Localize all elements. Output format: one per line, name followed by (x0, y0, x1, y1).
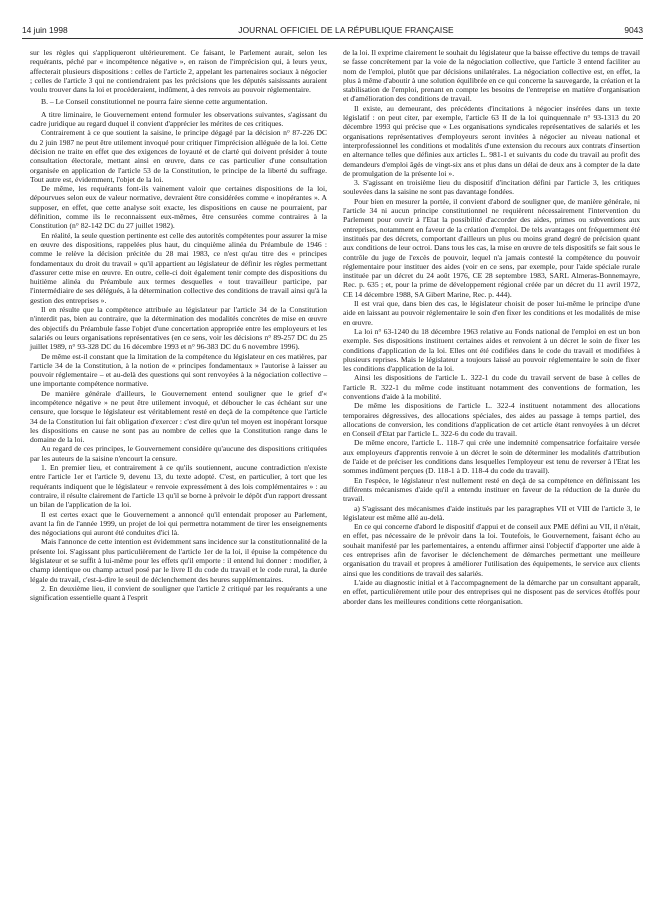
paragraph: Mais l'annonce de cette intention est évidemment sans incidence sur la constitutionnalité de la présente loi. S'agissant plus particulièrement de l'article 1er de la loi, il épuise la compétence du législateur et se suffit à lui-même pour les effets qu'il emporte : il entend lui donner : modifier, à champ identique ou champ actuel posé par le livre II du code du travail et le code rural, la durée légale du travail, c'est-à-dire le seuil de déclenchement des heures supplémentaires. (30, 537, 327, 584)
left-column (30, 48, 327, 603)
paragraph: de la loi. Il exprime clairement le souhait du législateur que la baisse effective du temps de travail se fasse concrètement par la voie de la négociation collective, que l'article 3 entend faciliter au nom de l'emploi, plutôt que par décisions unilatérales. La négociation collective est, en effet, la plus à même d'aboutir à une solution équilibrée en ce qui concerne la sauvegarde, la création et la stabilisation de l'emploi, prenant en compte les besoins de l'entreprise en matière d'organisation et d'amélioration des conditions de travail. (343, 48, 640, 104)
paragraph: Contrairement à ce que soutient la saisine, le principe dégagé par la décision n° 87-226 DC du 2 juin 1987 ne peut être utilement invoqué pour critiquer l'imprécision alléguée de la loi. Cette décision ne traite en effet que des exigences de loyauté et de clarté qui doivent présider à toute consultation électorale, mettant ainsi en œuvre, dans ce cas particulier d'une consultation organisée en application de l'article 53 de la Constitution, le principe de la liberté du suffrage. Tout autre est, évidemment, l'objet de la loi. (30, 128, 327, 184)
page-number: 9043 (624, 25, 643, 35)
paragraph: De même les dispositions de l'article L. 322-4 instituent notamment des allocations temporaires dégressives, des allocations spéciales, des aides au passage à temps partiel, des allocations de conversion, les conditions d'application de cet article étant renvoyées à un décret en Conseil d'Etat par l'article L. 322-6 du code du travail. (343, 401, 640, 439)
paragraph: Il en résulte que la compétence attribuée au législateur par l'article 34 de la Constitution n'interdit pas, bien au contraire, que la détermination des modalités concrètes de mise en œuvre des objectifs du Préambule fasse l'objet d'une concertation appropriée entre les employeurs et les salariés ou leurs organisations représentatives (en ce sens, voir les décisions n° 89-257 DC du 25 juillet 1989, n° 93-328 DC du 16 décembre 1993 et n° 96-383 DC du 6 novembre 1996). (30, 305, 327, 352)
paragraph: De même, les requérants font-ils vainement valoir que certaines dispositions de la loi, dépourvues selon eux de valeur normative, devraient être considérées comme « inopérantes ». A supposer, en effet, que cette analyse soit exacte, les dispositions en cause ne pourraient, par définition, comme ils le reconnaissent eux-mêmes, être censurées comme contraires à la Constitution (n° 82-142 DC du 27 juillet 1982). (30, 184, 327, 231)
page-header (22, 22, 643, 38)
paragraph: 1. En premier lieu, et contrairement à ce qu'ils soutiennent, aucune contradiction n'existe entre l'article 1er et l'article 9, devenu 13, du texte adopté. C'est, en particulier, à tort que les requérants indiquent que le législateur « renvoie expressément à des lois complémentaires » : au contraire, il résulte clairement de l'article 13 qu'il se borne à prévoir le dépôt d'un rapport dressant un bilan de l'application de la loi. (30, 463, 327, 510)
paragraph: De même encore, l'article L. 118-7 qui crée une indemnité compensatrice forfaitaire versée aux employeurs d'apprentis renvoie à un décret le soin de déterminer les modalités d'attribution de l'aide et de préciser les conditions dans lesquelles l'employeur est tenu de reverser à l'Etat les sommes indûment perçues (D. 118-1 à D. 118-4 du code du travail). (343, 438, 640, 476)
paragraph: Ainsi les dispositions de l'article L. 322-1 du code du travail servent de base à celles de l'article R. 322-1 du même code instituant notamment des conventions de formation, les conventions d'aide à la mobilité. (343, 373, 640, 401)
paragraph: Il est vrai que, dans bien des cas, le législateur choisit de poser lui-même le principe d'une aide en laissant au pouvoir réglementaire le soin d'en fixer les conditions et les modalités de mise en œuvre. (343, 299, 640, 327)
journal-title: JOURNAL OFFICIEL DE LA RÉPUBLIQUE FRANÇAISE (238, 25, 454, 35)
paragraph: 2. En deuxième lieu, il convient de souligner que l'article 2 critiqué par les requérants a une signification essentielle quant à l'esprit (30, 583, 327, 603)
paragraph: a) S'agissant des mécanismes d'aide institués par les paragraphes VII et VIII de l'article 3, le législateur est même allé au-delà. (343, 503, 640, 522)
paragraph: En ce qui concerne d'abord le dispositif d'appui et de conseil aux PME défini au VII, il n'était, en effet, pas nécessaire de le prévoir dans la loi. Toutefois, le Gouvernement, faisant écho au souhait manifesté par les parlementaires, a entendu affirmer ainsi l'objectif d'apporter une aide à ces entreprises afin de favoriser le déclenchement de démarches permettant une meilleure organisation du travail et propres à améliorer l'utilisation des équipements, le service aux clients ainsi que les conditions de travail des salariés. (343, 522, 640, 578)
paragraph: La loi n° 63-1240 du 18 décembre 1963 relative au Fonds national de l'emploi en est un bon exemple. Ses dispositions instituent certaines aides et renvoient à un décret le soin de fixer les conditions d'application de la loi. Elles ont été codifiées dans le code du travail et modifiées à plusieurs reprises. Mais le législateur a toujours laissé au pouvoir réglementaire le soin de fixer les conditions d'application de la loi. (343, 326, 640, 374)
right-column (343, 48, 640, 606)
paragraph: Au regard de ces principes, le Gouvernement considère qu'aucune des dispositions critiquées par les auteurs de la saisine n'encourt la censure. (30, 444, 327, 463)
paragraph: En réalité, la seule question pertinente est celle des autorités compétentes pour assurer la mise en œuvre des dispositions, rappelées plus haut, du cinquième alinéa du Préambule de 1946 : comme le relève la décision précitée du 28 mai 1983, ce n'est qu'au titre des « principes fondamentaux du droit du travail » qu'il appartient au législateur de définir les règles permettant d'assurer cette mise en œuvre. En outre, celle-ci doit également tenir compte des dispositions du huitième alinéa du Préambule aux termes desquelles « tout travailleur participe, par l'intermédiaire de ses délégués, à la détermination collective des conditions de travail ainsi qu'à la gestion des entreprises ». (30, 230, 327, 305)
paragraph: B. – Le Conseil constitutionnel ne pourra faire sienne cette argumentation. (41, 97, 268, 107)
paragraph: Il est certes exact que le Gouvernement a annoncé qu'il entendait proposer au Parlement, avant la fin de l'année 1999, un projet de loi qui permettra notamment de tirer les enseignements des négociations qui auront été conduites d'ici là. (30, 509, 327, 538)
paragraph: L'aide au diagnostic initial et à l'accompagnement de la démarche par un consultant apparaît, en effet, particulièrement utile pour des entreprises qui ne disposent pas de services étoffés pour aborder dans les meilleures conditions cette réorganisation. (343, 577, 640, 606)
paragraph: A titre liminaire, le Gouvernement entend formuler les observations suivantes, s'agissant du cadre juridique au regard duquel il convient d'apprécier les mérites de ces critiques. (30, 109, 327, 129)
paragraph: Pour bien en mesurer la portée, il convient d'abord de souligner que, de manière générale, ni l'article 34 ni aucun principe constitutionnel ne requièrent nécessairement l'intervention du Parlement pour ouvrir à l'Etat la possibilité d'accorder des aides, primes ou subventions aux entreprises, notamment en faveur de la création d'emploi. De tels avantages ont fréquemment été institués par des décrets, comportant d'ailleurs un plus ou moins grand degré de précision quant aux conditions de leur octroi. Dans tous les cas, la mise en œuvre de tels dispositifs se fait sous le contrôle du juge de l'excès de pouvoir, lequel n'a jamais contesté la compétence du pouvoir réglementaire pour instituer des aides (voir en ce sens, par exemple, pour l'aide spéciale rurale instituée par un décret du 24 août 1976, CE 28 septembre 1983, SARL Almeras-Bonnemayre, Rec. p. 635 ; et, pour la prime de développement régional créée par un décret du 11 avril 1972, CE 14 décembre 1988, SA Gibert Marine, Rec. p. 444). (343, 196, 640, 299)
header-date: 14 juin 1998 (22, 25, 68, 35)
paragraph: 3. S'agissant en troisième lieu du dispositif d'incitation défini par l'article 3, les critiques soulevées dans la saisine ne sont pas davantage fondées. (343, 178, 640, 197)
paragraph: sur les règles qui s'appliqueront ultérieurement. Ce faisant, le Parlement aurait, selon les requérants, péché par « incompétence négative », en raison de l'imprécision qui, à leurs yeux, affecterait plusieurs dispositions : celles de l'article 2, appelant les partenaires sociaux à négocier ; celles de l'article 3 qui ne contiendraient pas les précisions que les députés saisissants auraient voulu trouver dans la loi et procéderaient, indûment, à des renvois au pouvoir réglementaire. (30, 48, 327, 95)
paragraph: Il existe, au demeurant, des précédents d'incitations à négocier insérées dans un texte législatif : on peut citer, par exemple, l'article 63 II de la loi quinquennale n° 93-1313 du 20 décembre 1993 qui précise que « Les organisations syndicales représentatives de salariés et les organisations représentatives d'employeurs seront invitées à négocier au niveau national et interprofessionnel les conditions et modalités d'une extension du recours aux contrats d'insertion en alternance telles que définies aux articles L. 981-1 et suivants du code du travail au profit des demandeurs d'emploi âgés de vingt-six ans et plus dans un délai de deux ans à compter de la date de promulgation de la présente loi ». (343, 103, 640, 178)
paragraph: En l'espèce, le législateur n'est nullement resté en deçà de sa compétence en définissant les différents mécanismes d'aide qu'il a entendu instituer en faveur de la réduction de la durée du travail. (343, 475, 640, 504)
paragraph: De même est-il constant que la limitation de la compétence du législateur en ces matières, par l'article 34 de la Constitution, à la notion de « principes fondamentaux » l'autorise à laisser au pouvoir réglementaire – et au-delà des questions qui sont renvoyées à la négociation collective – une importante compétence normative. (30, 351, 327, 389)
paragraph: De manière générale d'ailleurs, le Gouvernement entend souligner que le grief d'« incompétence négative » ne peut être utilement invoqué, et déboucher le cas échéant sur une censure, que lorsque le législateur est véritablement resté en deçà de la compétence que l'article 34 de la Constitution lui fait obligation d'exercer : c'est dire qu'un tel moyen est inopérant lorsque les dispositions en cause ne sont pas au nombre de celles que la Constitution range dans le domaine de la loi. (30, 388, 327, 445)
header-rule (22, 38, 643, 39)
